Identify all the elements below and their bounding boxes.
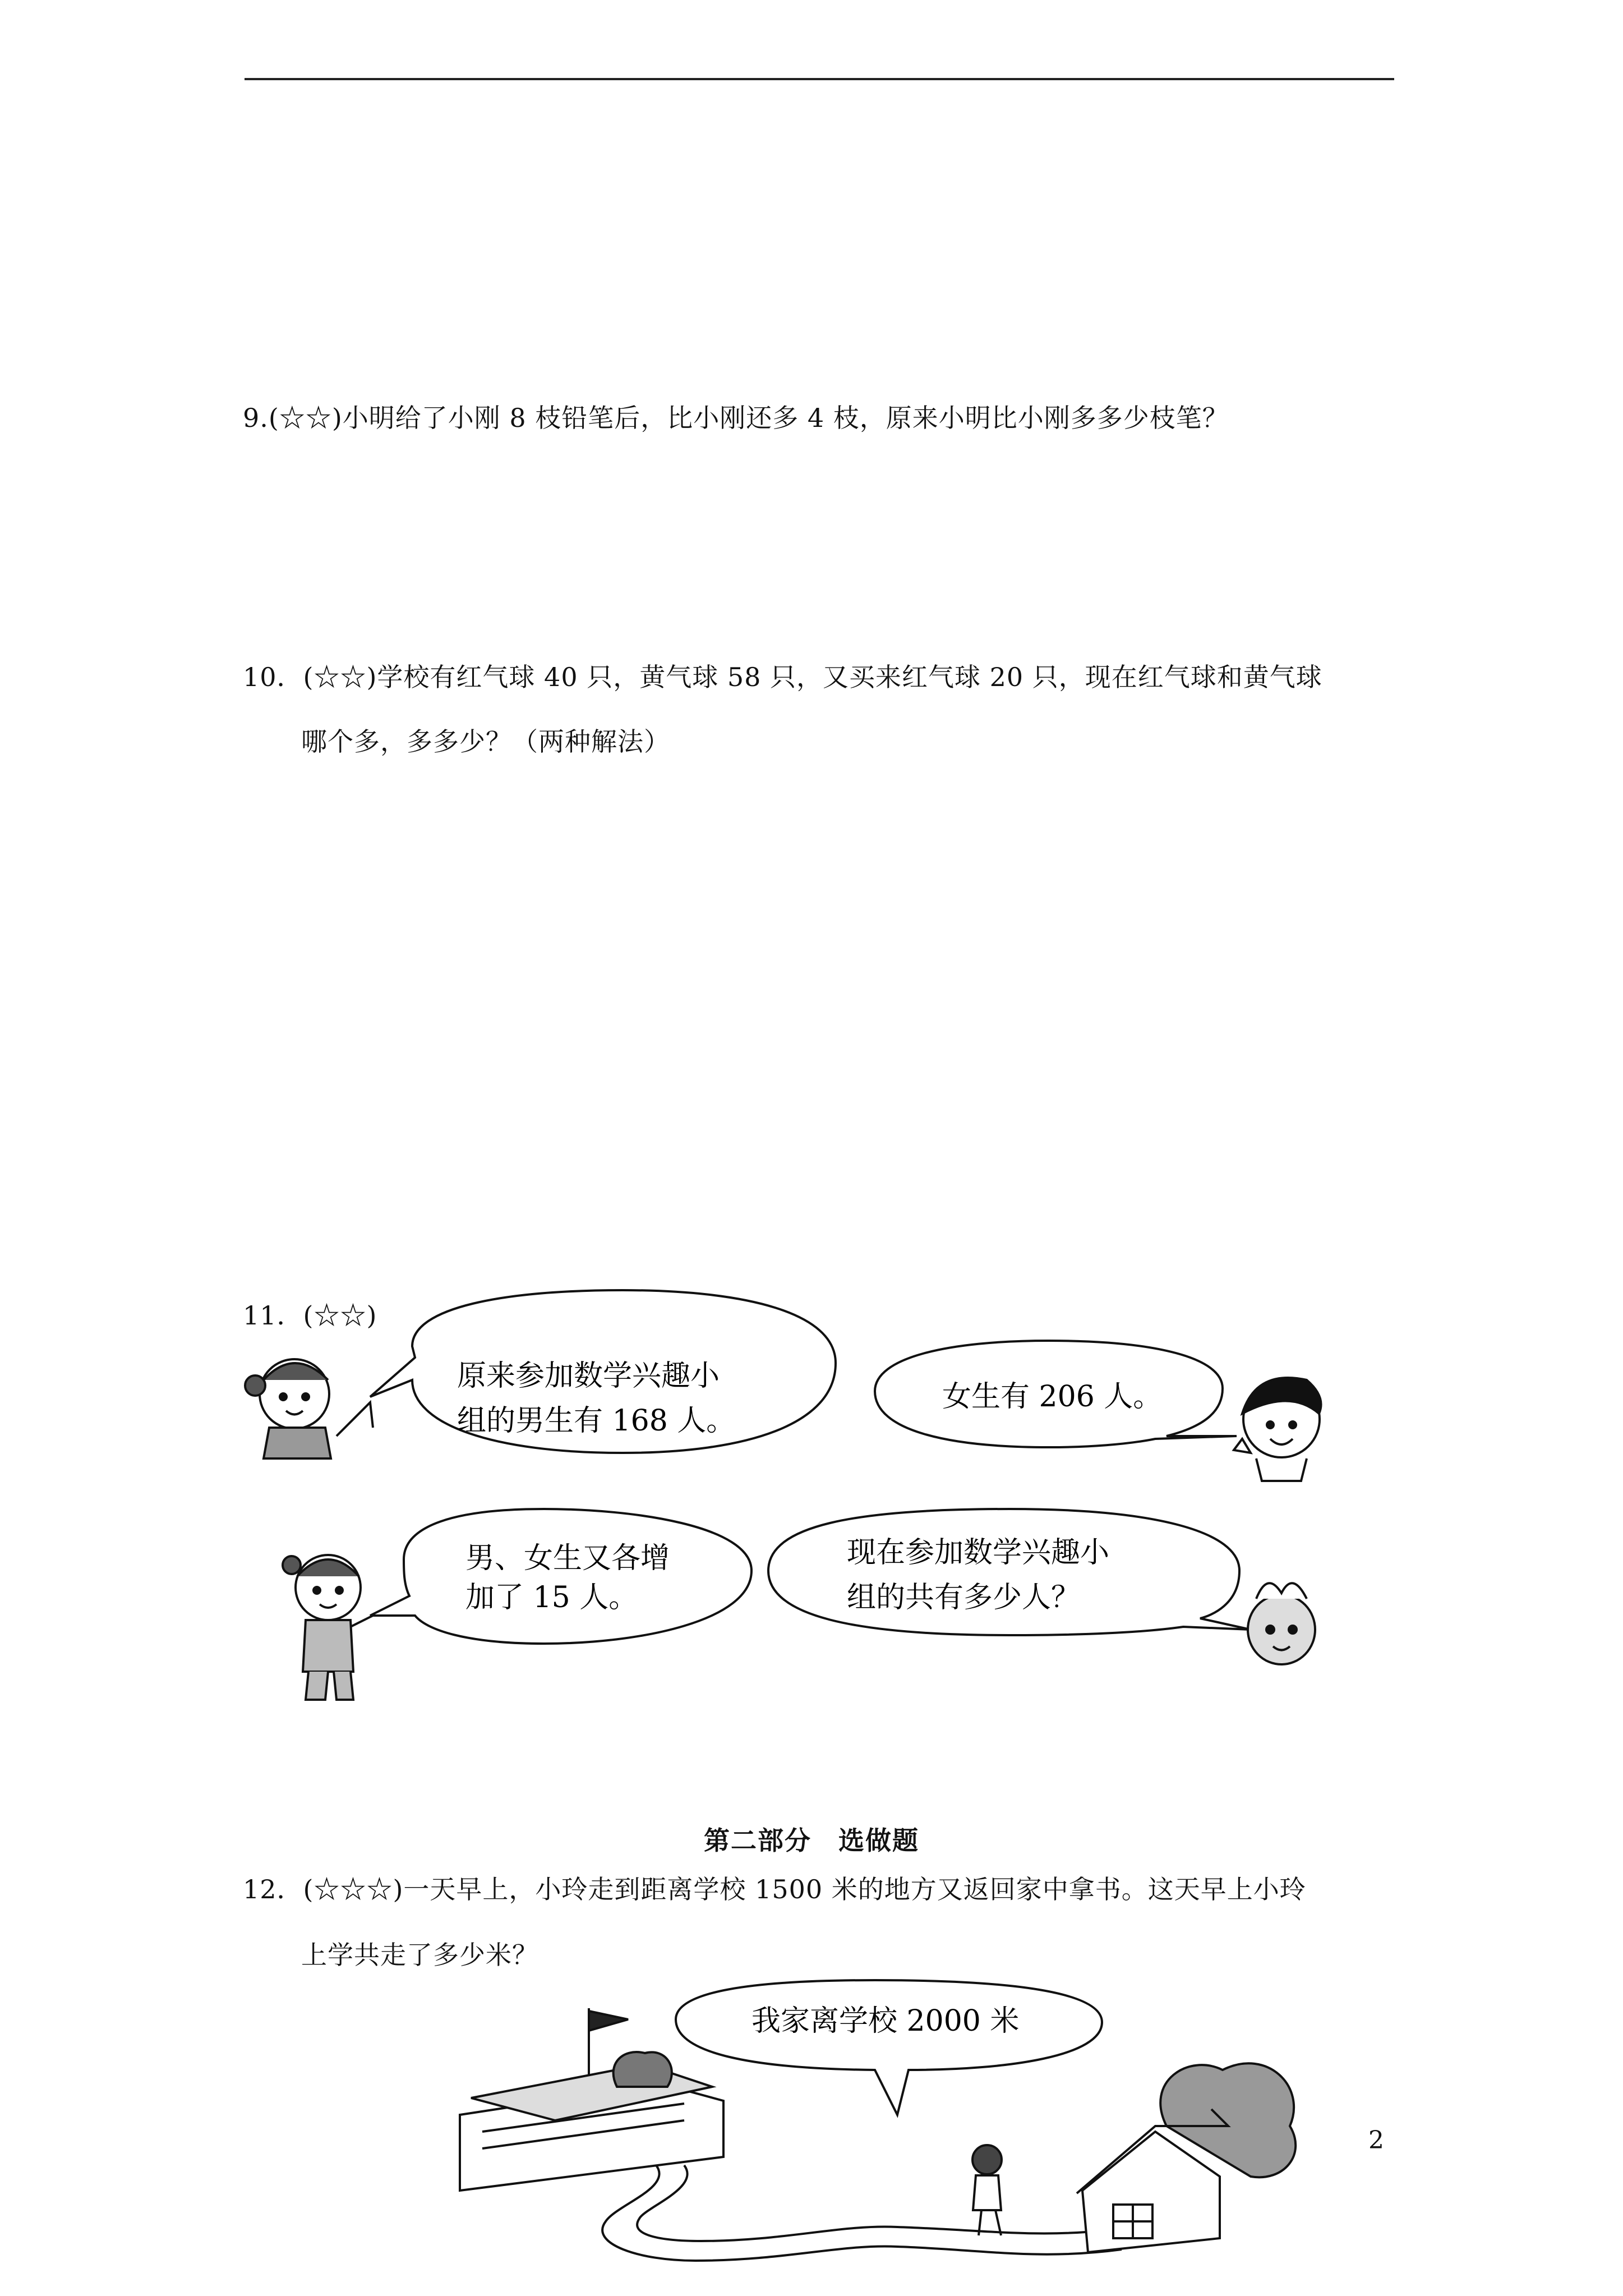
- question-9: 9.(☆☆)小明给了小刚 8 枝铅笔后，比小刚还多 4 枝，原来小明比小刚多多少枝笔？: [243, 403, 1229, 433]
- question-10-line1: 10．(☆☆)学校有红气球 40 只，黄气球 58 只，又买来红气球 20 只，现在红气球和黄气球: [243, 662, 1322, 692]
- bubble1-line2: 组的男生有 168 人。: [457, 1404, 736, 1438]
- girl-standing-cartoon-icon: [283, 1555, 373, 1700]
- speech-bubble-boy-count: [370, 1290, 836, 1453]
- question-11-label: 11．(☆☆): [243, 1300, 377, 1331]
- speech-bubble-question: [768, 1509, 1251, 1635]
- section-title: 第二部分 选做题: [704, 1825, 919, 1856]
- bubble1-line1: 原来参加数学兴趣小: [457, 1359, 720, 1393]
- road-path: [602, 2165, 1122, 2261]
- bubble3-line1: 男、女生又各增: [465, 1542, 670, 1575]
- walking-girl-icon: [972, 2145, 1002, 2235]
- page-number: 2: [1368, 2126, 1384, 2155]
- girl-cartoon-icon: [245, 1359, 373, 1458]
- question-12-line2: 上学共走了多少米？: [301, 1940, 538, 1970]
- speech-bubble-girl-count: [875, 1341, 1237, 1447]
- speech-bubble-increase: [370, 1509, 751, 1644]
- bubble4-line2: 组的共有多少人？: [847, 1581, 1081, 1614]
- house-icon: [1077, 2063, 1295, 2252]
- bubble4-line1: 现在参加数学兴趣小: [847, 1536, 1110, 1570]
- bubble2-line1: 女生有 206 人。: [942, 1380, 1163, 1414]
- sprout-cartoon-icon: [1248, 1583, 1315, 1664]
- speech-bubble-distance: [676, 1980, 1102, 2115]
- question-12-line1: 12．(☆☆☆)一天早上，小玲走到距离学校 1500 米的地方又返回家中拿书。这天早上小玲: [243, 1874, 1306, 1904]
- bubble3-line2: 加了 15 人。: [465, 1581, 638, 1614]
- boy-cartoon-icon: [1234, 1378, 1321, 1481]
- bubble-distance-text: 我家离学校 2000 米: [751, 2004, 1020, 2038]
- question-10-line2: 哪个多，多多少？（两种解法）: [301, 726, 670, 757]
